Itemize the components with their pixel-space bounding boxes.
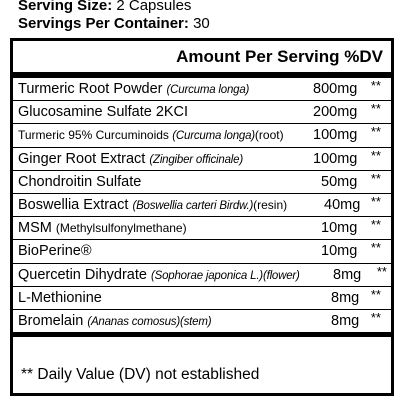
ingredient-row [13,264,391,287]
ingredient-name: BioPerine® [18,243,92,260]
ingredient-name: Turmeric 95% Curcuminoids [18,128,173,143]
ingredient-amount: 40mg [324,196,361,213]
servings-per-container-label: Servings Per Container: [18,15,189,32]
ingredient-part: (root) [254,128,284,143]
ingredient-scientific-name: (Sophorae japonica L.) [150,269,263,282]
ingredient-dv: ** [370,124,381,140]
ingredient-name: Turmeric Root Powder [18,81,167,97]
ingredient-amount: 50mg [321,173,358,190]
ingredient-dv: ** [370,170,381,186]
ingredient-dv: ** [370,309,381,325]
ingredient-row [13,101,391,124]
ingredient-name: Bromelain [18,312,88,329]
ingredient-name: Quercetin Dihydrate [18,266,151,283]
ingredient-row [13,171,391,194]
ingredient-dv: ** [370,101,381,117]
amount-per-serving-header: Amount Per Serving %DV [13,41,391,78]
ingredient-name: L-Methionine [18,289,102,306]
ingredient-amount: 800mg [313,81,358,97]
ingredient-dv: ** [370,147,381,163]
ingredient-part: (flower) [262,269,300,282]
ingredient-dv: ** [370,78,381,93]
ingredient-row [13,78,391,101]
ingredient-amount: 8mg [333,266,362,283]
ingredient-part: (resin) [253,197,288,212]
serving-size-line [18,0,210,15]
ingredient-name: Chondroitin Sulfate [18,173,142,190]
ingredient-row [13,240,391,263]
ingredient-amount: 8mg [331,312,360,329]
ingredient-scientific-name: (Zingiber officinale) [149,153,243,166]
ingredient-name: Ginger Root Extract [18,150,150,167]
ingredient-row [13,287,391,310]
ingredient-scientific-name: (Boswellia carteri Birdw.) [132,199,254,212]
ingredient-part: (Methylsulfonylmethane) [55,221,187,236]
ingredient-row [13,194,391,217]
ingredient-scientific-name: (Curcuma longa) [172,130,255,143]
ingredient-part: (stem) [180,315,212,328]
ingredient-name: MSM [18,220,56,237]
servings-per-container-line [18,15,210,33]
serving-size-label: Serving Size: [18,0,113,14]
ingredient-name: Boswellia Extract [18,196,133,213]
ingredient-dv: ** [376,263,387,279]
ingredient-amount: 10mg [321,220,358,237]
supplement-facts-panel [10,38,394,396]
serving-size-value: 2 Capsules [116,0,192,14]
ingredient-dv: ** [370,217,381,233]
ingredient-dv: ** [370,193,381,209]
ingredient-amount: 8mg [331,289,360,306]
ingredient-amount: 200mg [313,104,358,121]
ingredient-row [13,124,391,147]
servings-per-container-value: 30 [193,15,210,32]
daily-value-footnote: ** Daily Value (DV) not established [21,366,260,383]
ingredient-row [13,310,391,337]
ingredient-row [13,148,391,171]
ingredient-dv: ** [370,240,381,256]
serving-info [18,0,210,33]
ingredient-scientific-name: (Curcuma longa) [166,84,250,96]
ingredient-dv: ** [370,286,381,302]
ingredient-amount: 100mg [313,127,358,144]
ingredient-name: Glucosamine Sulfate 2KCI [18,104,189,121]
ingredient-amount: 100mg [313,150,358,167]
ingredient-amount: 10mg [321,243,358,260]
ingredient-scientific-name: (Ananas comosus) [87,315,180,328]
ingredient-row [13,217,391,240]
